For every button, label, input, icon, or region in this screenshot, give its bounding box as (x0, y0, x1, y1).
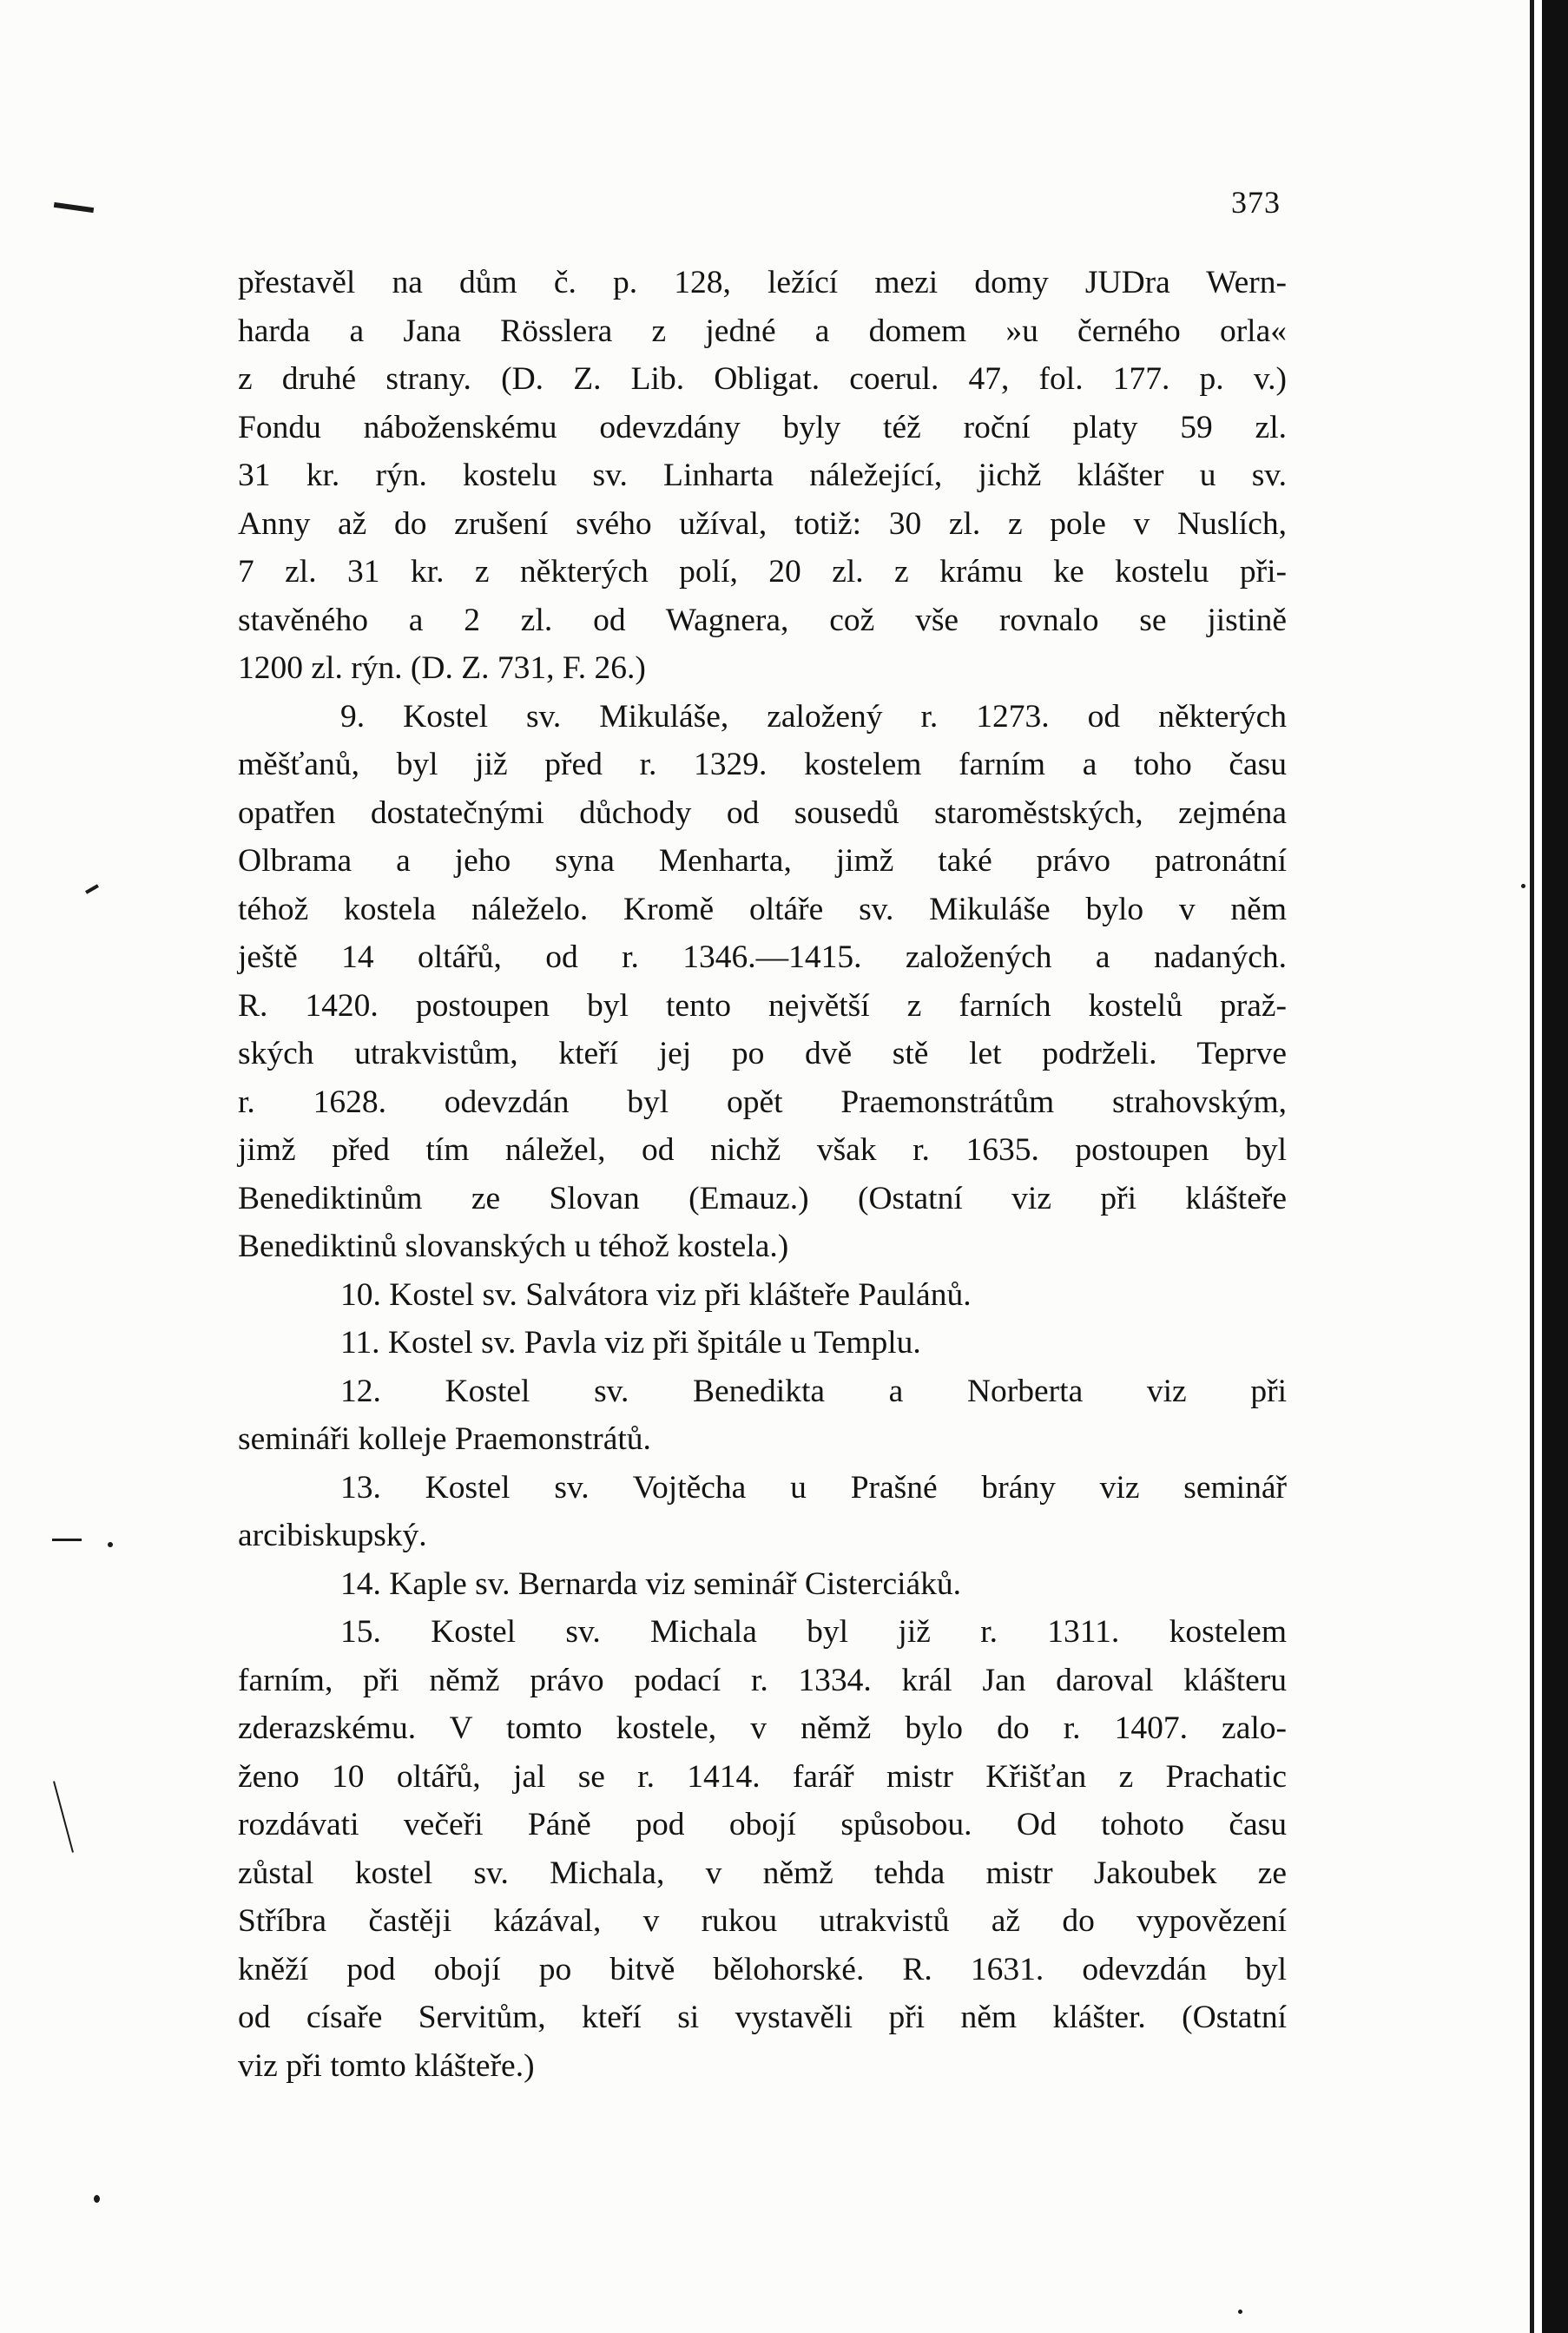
text-line: Benediktinů slovanských u téhož kostela.) (238, 1229, 789, 1264)
scan-mark (52, 1539, 82, 1541)
text-line: R. 1420. postoupen byl tento největší z farních kostelů praž- (238, 987, 1287, 1024)
text-line: jimž před tím náležel, od nichž však r. 1635. postoupen byl (238, 1132, 1287, 1168)
text-line: měšťanů, byl již před r. 1329. kostelem farním a toho času (238, 747, 1287, 782)
page-number: 373 (1231, 185, 1281, 220)
text-line: Benediktinům ze Slovan (Emauz.) (Ostatní viz při klášteře (238, 1180, 1287, 1216)
text-line: téhož kostela náleželo. Kromě oltáře sv. Mikuláše bylo v něm (238, 891, 1287, 927)
scan-mark (1238, 2310, 1242, 2314)
body-text (238, 259, 1287, 2090)
paragraph-start: 14. Kaple sv. Bernarda viz seminář Cisterciáků. (340, 1565, 962, 1602)
scan-mark (108, 1542, 113, 1547)
paragraph-start: 10. Kostel sv. Salvátora viz při klášteře Paulánů. (340, 1276, 972, 1313)
paragraph-start: 15. Kostel sv. Michala byl již r. 1311. kostelem (340, 1614, 1287, 1650)
text-line: Fondu náboženskému odevzdány byly též roční platy 59 zl. (238, 409, 1287, 445)
scan-border (1542, 0, 1568, 2333)
text-line: kněží pod obojí po bitvě bělohorské. R. 1631. odevzdán byl (238, 1951, 1287, 1987)
text-line: Stříbra častěji kázával, v rukou utrakvistů až do vypovězení (238, 1903, 1287, 1939)
text-line: přestavěl na dům č. p. 128, ležící mezi domy JUDra Wern- (238, 265, 1287, 300)
text-line: opatřen dostatečnými důchody od sousedů staroměstských, zejména (238, 794, 1287, 831)
paragraph-start: 13. Kostel sv. Vojtěcha u Prašné brány viz seminář (340, 1469, 1287, 1506)
text-line: 31 kr. rýn. kostelu sv. Linharta náležející, jichž klášter u sv. (238, 458, 1287, 493)
text-line: semináři kolleje Praemonstrátů. (238, 1421, 651, 1457)
text-line: harda a Jana Rösslera z jedné a domem »u černého orla« (238, 313, 1287, 349)
text-line: r. 1628. odevzdán byl opět Praemonstrátům strahovským, (238, 1084, 1287, 1120)
text-line: 7 zl. 31 kr. z některých polí, 20 zl. z krámu ke kostelu při- (238, 554, 1287, 590)
page-edge-line (1530, 0, 1534, 2333)
text-line: rozdávati večeři Páně pod obojí spůsobou. Od tohoto času (238, 1807, 1287, 1842)
text-line: arcibiskupský. (238, 1518, 427, 1553)
scan-mark (94, 2195, 100, 2203)
text-line: ských utrakvistům, kteří jej po dvě stě let podrželi. Teprve (238, 1036, 1287, 1071)
text-line: od císaře Servitům, kteří si vystavěli při něm klášter. (Ostatní (238, 2000, 1287, 2035)
scan-mark (1521, 884, 1525, 888)
text-line: ženo 10 oltářů, jal se r. 1414. farář mistr Křišťan z Prachatic (238, 1758, 1287, 1795)
text-line: ještě 14 oltářů, od r. 1346.—1415. založených a nadaných. (238, 939, 1287, 975)
paragraph-start: 9. Kostel sv. Mikuláše, založený r. 1273. od některých (340, 698, 1287, 735)
text-line: farním, při němž právo podací r. 1334. král Jan daroval klášteru (238, 1662, 1287, 1698)
text-line: stavěného a 2 zl. od Wagnera, což vše rovnalo se jistině (238, 602, 1287, 638)
text-line: z druhé strany. (D. Z. Lib. Obligat. coerul. 47, fol. 177. p. v.) (238, 361, 1287, 397)
text-line: zůstal kostel sv. Michala, v němž tehda mistr Jakoubek ze (238, 1855, 1287, 1891)
text-line: 1200 zl. rýn. (D. Z. 731, F. 26.) (238, 650, 646, 686)
text-line: Anny až do zrušení svého užíval, totiž: 30 zl. z pole v Nuslích, (238, 505, 1287, 542)
text-line: Olbrama a jeho syna Menharta, jimž také právo patronátní (238, 843, 1287, 879)
text-line: zderazskému. V tomto kostele, v němž bylo do r. 1407. zalo- (238, 1710, 1287, 1746)
paragraph-start: 12. Kostel sv. Benedikta a Norberta viz při (340, 1373, 1287, 1409)
paragraph-start: 11. Kostel sv. Pavla viz při špitále u Templu. (340, 1325, 921, 1361)
text-line: viz při tomto klášteře.) (238, 2047, 535, 2084)
